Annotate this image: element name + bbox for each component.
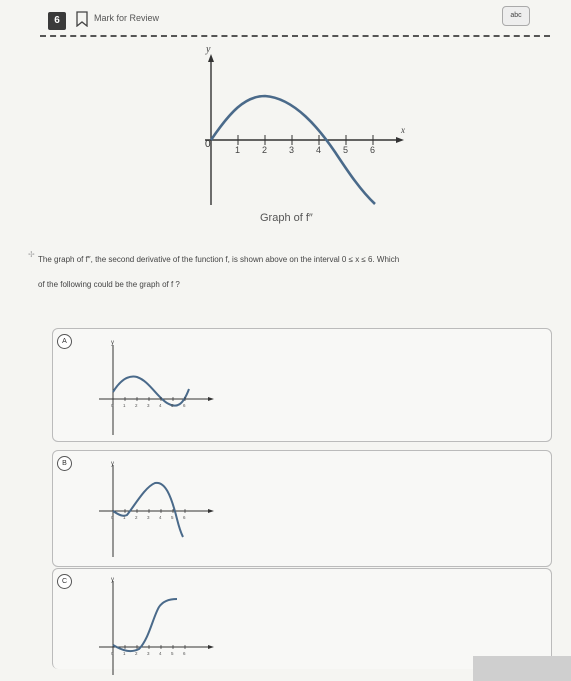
mini-x-tick-label: 5	[171, 651, 174, 656]
x-axis-label: x	[401, 125, 405, 135]
mini-x-tick-label: 2	[135, 651, 138, 656]
question-number: 6	[48, 12, 66, 30]
mini-x-tick-label: 4	[159, 651, 162, 656]
x-tick-label: 3	[289, 145, 295, 155]
mini-x-tick-label: 3	[147, 403, 150, 408]
y-axis-label: y	[206, 44, 211, 55]
x-tick-label: 4	[316, 145, 322, 155]
question-text-line1: The graph of f″, the second derivative of the function f, is shown above on the interval 0 ≤ x ≤ 6. Which	[38, 255, 400, 264]
mini-x-tick-label: 1	[123, 515, 126, 520]
mini-x-tick-label: 3	[147, 515, 150, 520]
graph-caption: Graph of f″	[260, 212, 313, 224]
choice-a-letter: A	[57, 334, 72, 349]
bookmark-icon[interactable]	[76, 11, 88, 27]
mini-x-tick-label: 5	[171, 403, 174, 408]
y-axis-arrow	[208, 54, 214, 62]
mini-x-tick-label: 2	[135, 403, 138, 408]
mini-x-tick-label: 6	[183, 515, 186, 520]
choice-a-curve	[113, 377, 189, 406]
choice-c-graph	[93, 577, 223, 677]
x-tick-label: 6	[370, 145, 376, 155]
mini-x-tick-label: 0	[111, 515, 114, 520]
choice-a[interactable]	[52, 328, 552, 442]
tick-group	[235, 135, 375, 155]
mini-x-tick-label: 2	[135, 515, 138, 520]
choice-b-curve	[113, 483, 183, 537]
bottom-shade	[473, 656, 571, 681]
svg-text:y: y	[111, 340, 114, 346]
mini-x-tick-label: 3	[147, 651, 150, 656]
mini-x-tick-label: 6	[183, 651, 186, 656]
mini-x-tick-label: 6	[183, 403, 186, 408]
abc-icon[interactable]: abc	[502, 6, 530, 26]
mini-x-tick-label: 5	[171, 515, 174, 520]
choice-b[interactable]	[52, 450, 552, 567]
x-axis-arrow	[396, 137, 404, 143]
choice-c[interactable]	[52, 568, 552, 669]
x-tick-label: 1	[235, 145, 241, 155]
choice-a-graph	[93, 337, 223, 437]
star-icon: ✢	[28, 250, 35, 259]
mini-x-tick-label: 0	[111, 651, 114, 656]
choice-c-letter: C	[57, 574, 72, 589]
x-tick-label: 5	[343, 145, 349, 155]
origin-label: 0	[205, 139, 211, 150]
mini-x-tick-label: 1	[123, 651, 126, 656]
mini-x-tick-label: 1	[123, 403, 126, 408]
mini-x-tick-label: 4	[159, 515, 162, 520]
svg-text:y: y	[111, 461, 114, 467]
divider	[40, 35, 550, 37]
main-graph	[175, 40, 415, 230]
mini-x-tick-label: 0	[111, 403, 114, 408]
choice-c-curve	[113, 599, 177, 651]
top-bar	[0, 0, 571, 40]
choice-b-graph	[93, 459, 223, 559]
x-tick-label: 2	[262, 145, 268, 155]
mark-for-review-label[interactable]: Mark for Review	[94, 13, 160, 23]
svg-text:y: y	[111, 577, 114, 583]
question-text-line2: of the following could be the graph of f ?	[38, 280, 180, 289]
choice-b-letter: B	[57, 456, 72, 471]
mini-x-tick-label: 4	[159, 403, 162, 408]
